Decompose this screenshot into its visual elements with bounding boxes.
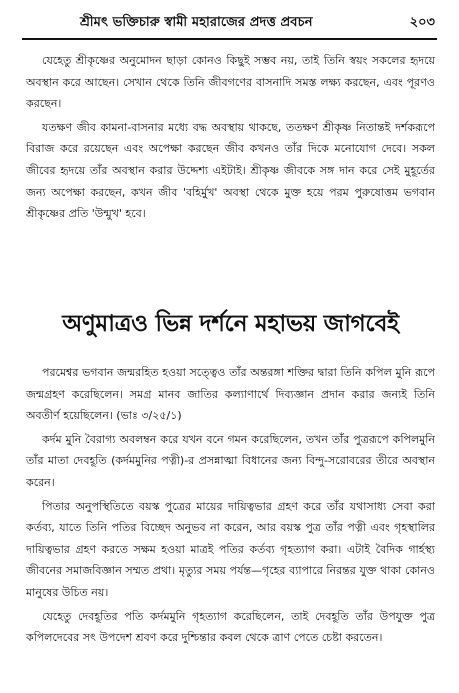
paragraph: যেহেতু দেবহূতির পতি কর্দমমুনি গৃহত্যাগ করেছিলেন, তাই দেবহূতি তাঁর উপযুক্ত পুত্র কপিলদেবের সৎ উপদেশ শ্রবণ করে দুশ্চিন্তার কবল থেকে ত্রাণ পেতে চেষ্টা করতেন। [26,609,435,645]
paragraph: পিতার অনুপস্থিতিতে বয়স্ক পুত্রের মায়ের দায়িত্বভার গ্রহণ করে তাঁর যথাসাধ্য সেবা করা কর্তব্য, যাতে তিনি পতির বিচ্ছেদ অনুভব না করেন, আর বয়স্ক পুত্র তাঁর পত্নী এবং গৃহস্থালির দায়িত্বভার গ্রহণ করতে সক্ষম হওয়া মাত্রই পতির কর্তব্য গৃহত্যাগ করা। এটাই বৈদিক গার্হস্থ্য জীবনের সমাজবিজ্ঞান সম্মত প্রথা। মৃত্যুর সময় পর্যন্ত—গৃহের ব্যাপারে নিরন্তর যুক্ত থাকা কোনও মানুষের উচিত নয়। [26,499,435,599]
header-divider [22,38,437,40]
chapter-title: অণুমাত্রও ভিন্ন দর্শনে মহাভয় জাগবেই [62,311,399,337]
running-header [24,6,435,34]
paragraph: যতক্ষণ জীব কামনা-বাসনার মধ্যে বদ্ধ অবস্থায় থাকছে, ততক্ষণ শ্রীকৃষ্ণ নিতান্তই দর্শকরূপে বিরাজ করে রয়েছেন এবং অপেক্ষা করছেন জীব কখনও তাঁর দিকে মনোযোগ দেবে। সকল জীবের হৃদয়ে তাঁর অবস্থান করার উদ্দেশ্য এইটাই। শ্রীকৃষ্ণ জীবকে সঙ্গ দান করে সেই মুহূর্তের জন্য অপেক্ষা করছেন, কখন জীব 'বহির্মুখ' অবস্থা থেকে মুক্ত হয়ে পরম পুরুষোত্তম ভগবান শ্রীকৃষ্ণের প্রতি 'উন্মুখ' হবে। [26,120,435,221]
page-number: ২০৩ [409,15,435,30]
running-header-title: শ্রীমৎ ভক্তিচারু স্বামী মহারাজের প্রদত্ত প্রবচন [80,15,313,30]
body-text-bottom [26,362,435,651]
paragraph: যেহেতু শ্রীকৃষ্ণের অনুমোদন ছাড়া কোনও কিছুই সম্ভব নয়, তাই তিনি স্বয়ং সকলের হৃদয়ে অবস্থান করে আছেন। সেখান থেকে তিনি জীবগণের বাসনাদি সমস্ত লক্ষ্য করছেন, এবং পূরণও করছেন। [26,54,435,111]
body-text-top [26,50,435,227]
paragraph: পরমেশ্বর ভগবান জন্মরহিত হওয়া সত্ত্বেও তাঁর অন্তরঙ্গা শক্তির দ্বারা তিনি কপিল মুনি রূপে জন্মগ্রহণ করেছিলেন। সমগ্র মানব জাতির কল্যাণার্থে দিব্যজ্ঞান প্রদান করার জন্যই তিনি অবতীর্ণ হয়েছিলেন। (ভাঃ ৩/২৫/১) [26,366,435,423]
paragraph: কর্দম মুনি বৈরাগ্য অবলম্বন করে যখন বনে গমন করেছিলেন, তখন তাঁর পুত্ররূপে কপিলমুনি তাঁর মাতা দেবহূতি (কর্দমমুনির পত্নী)-র প্রসন্নাত্মা বিধানের জন্য বিন্দু-সরোবরের তীরে অবস্থান করেন। [26,432,435,489]
